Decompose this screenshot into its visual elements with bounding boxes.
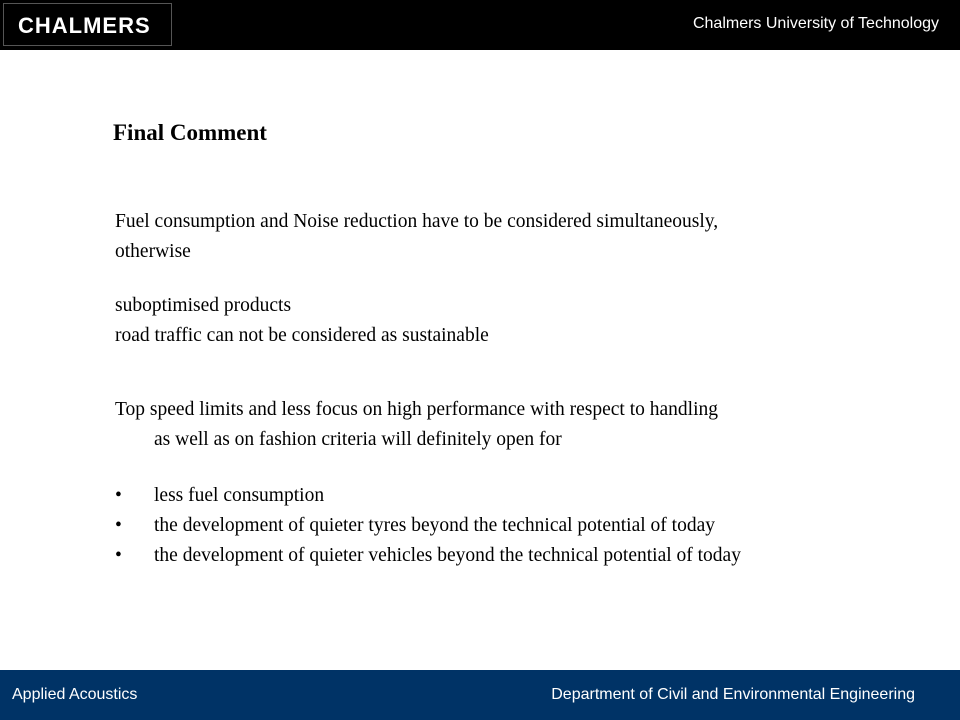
paragraph-consequences	[115, 291, 875, 351]
list-item	[115, 511, 875, 541]
paragraph-line: Top speed limits and less focus on high performance with respect to handling	[115, 399, 718, 420]
list-item-text: the development of quieter vehicles beyond the technical potential of today	[154, 545, 741, 566]
list-item	[115, 481, 875, 511]
footer-department: Department of Civil and Environmental Engineering	[551, 686, 915, 703]
bullet-icon: •	[115, 545, 122, 566]
university-name: Chalmers University of Technology	[692, 15, 939, 32]
paragraph-fuel-noise	[115, 207, 875, 267]
footer-bar	[0, 670, 960, 720]
slide-title: Final Comment	[113, 120, 267, 145]
benefits-list	[115, 481, 875, 571]
chalmers-logo	[3, 3, 172, 46]
paragraph-speed-limits	[115, 395, 875, 455]
paragraph-line: road traffic can not be considered as sustainable	[115, 325, 489, 346]
paragraph-line: as well as on fashion criteria will definitely open for	[154, 429, 562, 450]
list-item-text: the development of quieter tyres beyond the technical potential of today	[154, 515, 715, 536]
bullet-icon: •	[115, 515, 122, 536]
paragraph-line: otherwise	[115, 241, 191, 262]
list-item-text: less fuel consumption	[154, 485, 325, 506]
logo-text: CHALMERS	[18, 13, 151, 38]
bullet-icon: •	[115, 485, 122, 506]
list-item	[115, 541, 875, 571]
header-bar	[0, 0, 960, 50]
paragraph-line: suboptimised products	[115, 295, 292, 316]
paragraph-line: Fuel consumption and Noise reduction have to be considered simultaneously,	[115, 211, 719, 232]
footer-course: Applied Acoustics	[12, 686, 138, 703]
